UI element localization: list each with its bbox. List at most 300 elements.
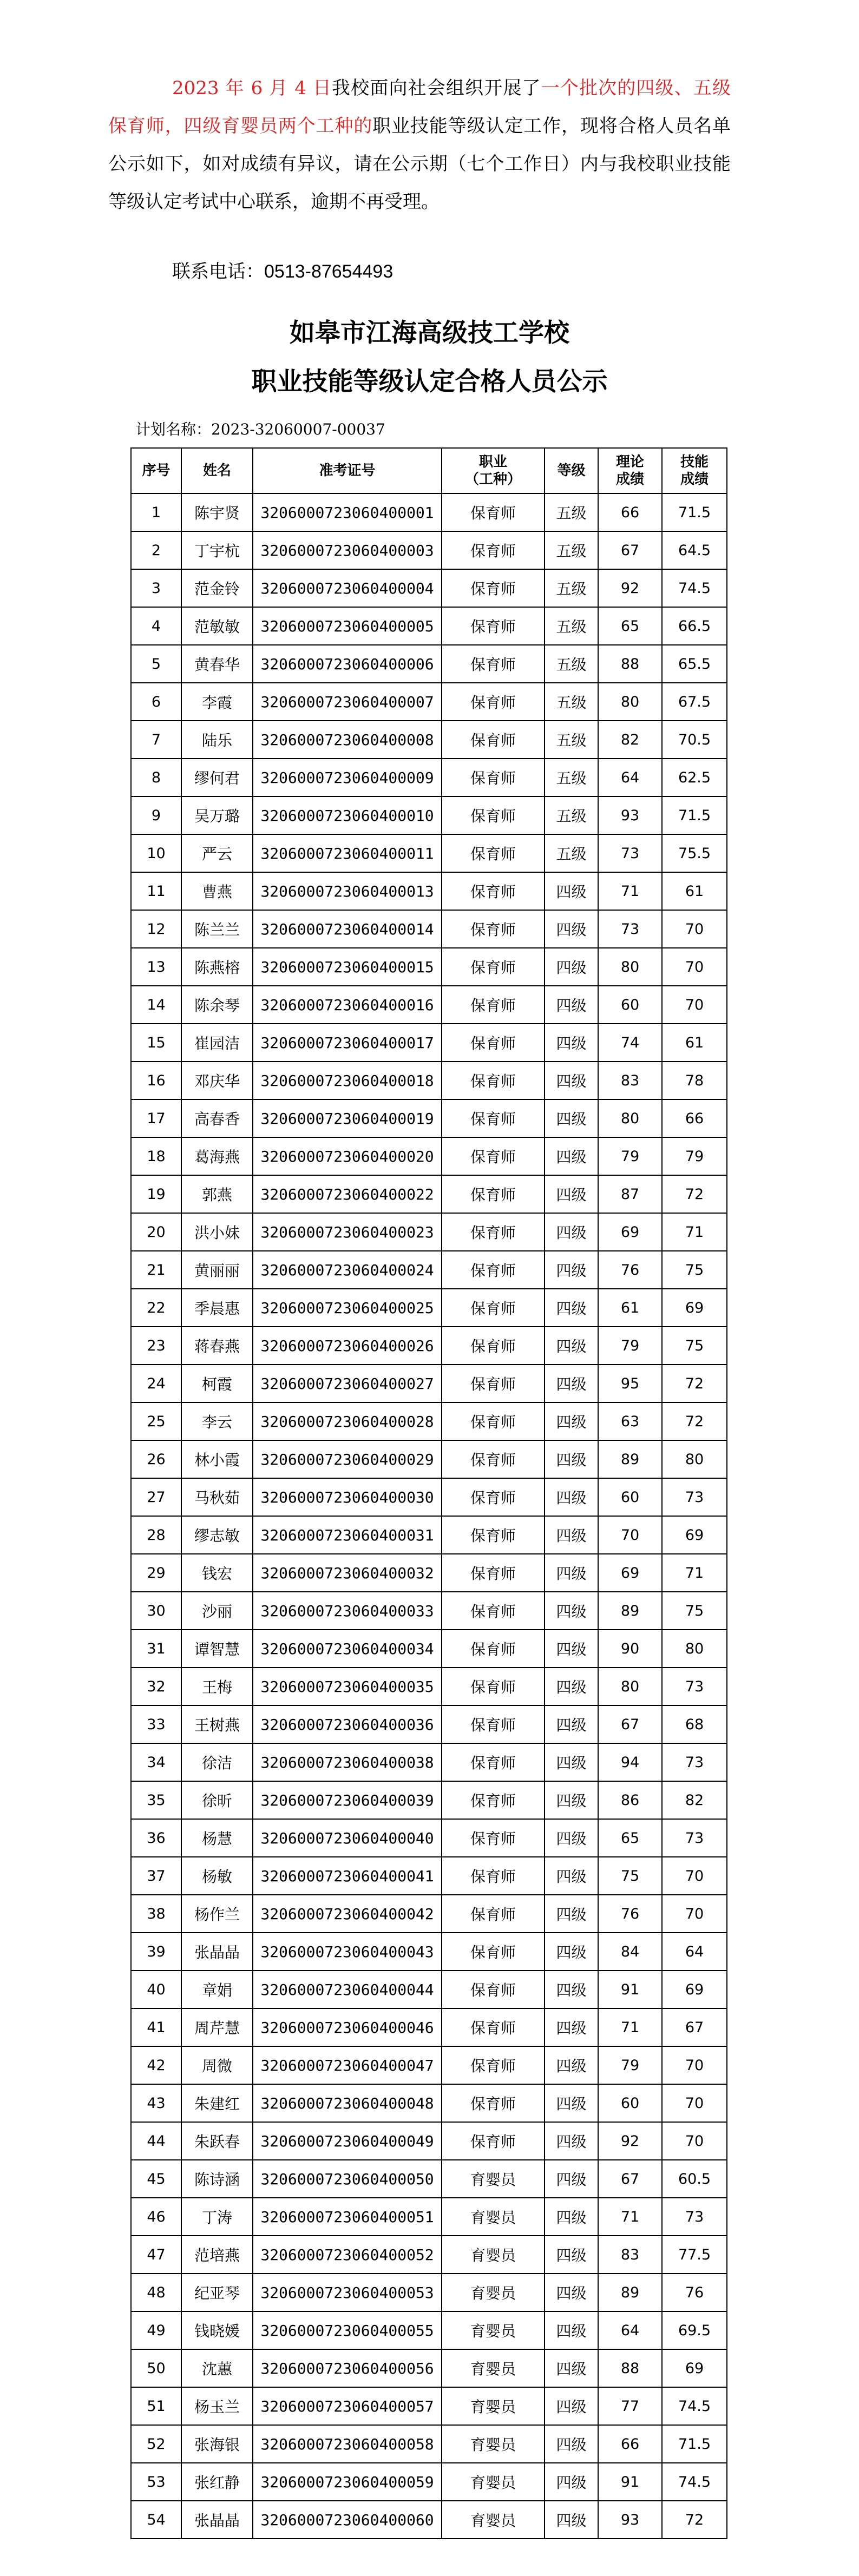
cell-index: 19 [131, 1175, 181, 1213]
cell-skill-score: 71 [662, 1213, 727, 1251]
cell-level: 四级 [545, 1705, 598, 1743]
cell-theory-score: 91 [598, 2463, 662, 2501]
cell-theory-score: 80 [598, 1099, 662, 1137]
cell-cert-no: 3206000723060400022 [253, 1175, 442, 1213]
table-row [131, 1743, 727, 1781]
table-row [131, 834, 727, 872]
cell-index: 23 [131, 1327, 181, 1365]
cell-occupation: 育婴员 [442, 2463, 545, 2501]
cell-index: 46 [131, 2198, 181, 2236]
cell-index: 22 [131, 1289, 181, 1327]
cell-theory-score: 70 [598, 1516, 662, 1554]
cell-occupation: 保育师 [442, 1175, 545, 1213]
cell-theory-score: 93 [598, 796, 662, 834]
table-row [131, 1630, 727, 1668]
table-row [131, 2274, 727, 2311]
cell-level: 四级 [545, 1743, 598, 1781]
cell-occupation: 保育师 [442, 1516, 545, 1554]
cell-theory-score: 89 [598, 2274, 662, 2311]
cell-theory-score: 87 [598, 1175, 662, 1213]
table-row [131, 1251, 727, 1289]
table-row [131, 1705, 727, 1743]
cell-name: 丁宇杭 [181, 531, 253, 569]
cell-index: 54 [131, 2501, 181, 2539]
cell-skill-score: 66 [662, 1099, 727, 1137]
cell-theory-score: 83 [598, 1062, 662, 1099]
cell-name: 缪何君 [181, 759, 253, 796]
cell-theory-score: 67 [598, 531, 662, 569]
cell-index: 43 [131, 2084, 181, 2122]
cell-name: 洪小妹 [181, 1213, 253, 1251]
cell-cert-no: 3206000723060400049 [253, 2122, 442, 2160]
cell-cert-no: 3206000723060400006 [253, 645, 442, 683]
cell-name: 林小霞 [181, 1440, 253, 1478]
cell-theory-score: 79 [598, 1327, 662, 1365]
cell-skill-score: 73 [662, 1743, 727, 1781]
cell-skill-score: 73 [662, 1478, 727, 1516]
cell-name: 陈余琴 [181, 986, 253, 1024]
cell-skill-score: 72 [662, 2501, 727, 2539]
plan-name: 计划名称：2023-32060007-00037 [135, 420, 385, 438]
cell-occupation: 保育师 [442, 1365, 545, 1402]
cell-skill-score: 70 [662, 2122, 727, 2160]
cell-name: 徐昕 [181, 1781, 253, 1819]
cell-cert-no: 3206000723060400015 [253, 948, 442, 986]
table-row [131, 2236, 727, 2274]
cell-name: 黄春华 [181, 645, 253, 683]
cell-index: 42 [131, 2046, 181, 2084]
table-row [131, 986, 727, 1024]
cell-skill-score: 69.5 [662, 2311, 727, 2349]
cell-index: 30 [131, 1592, 181, 1630]
cell-cert-no: 3206000723060400025 [253, 1289, 442, 1327]
cell-index: 50 [131, 2349, 181, 2387]
cell-occupation: 育婴员 [442, 2425, 545, 2463]
cell-index: 13 [131, 948, 181, 986]
school-title: 如皋市江海高级技工学校 [290, 318, 569, 348]
cell-skill-score: 69 [662, 1516, 727, 1554]
cell-occupation: 保育师 [442, 986, 545, 1024]
cell-name: 张红静 [181, 2463, 253, 2501]
cell-name: 柯霞 [181, 1365, 253, 1402]
header-cert-no: 准考证号 [253, 448, 442, 493]
cell-level: 五级 [545, 607, 598, 645]
cell-name: 杨玉兰 [181, 2387, 253, 2425]
cell-theory-score: 76 [598, 1895, 662, 1933]
cell-theory-score: 83 [598, 2236, 662, 2274]
cell-cert-no: 3206000723060400030 [253, 1478, 442, 1516]
table-row [131, 1365, 727, 1402]
cell-skill-score: 61 [662, 1024, 727, 1062]
cell-level: 四级 [545, 1516, 598, 1554]
cell-index: 5 [131, 645, 181, 683]
cell-occupation: 保育师 [442, 1895, 545, 1933]
cell-skill-score: 73 [662, 1819, 727, 1857]
cell-theory-score: 66 [598, 493, 662, 531]
cell-skill-score: 70 [662, 948, 727, 986]
cell-level: 五级 [545, 569, 598, 607]
cell-index: 7 [131, 721, 181, 759]
cell-cert-no: 3206000723060400014 [253, 910, 442, 948]
table-row [131, 2425, 727, 2463]
table-row [131, 2349, 727, 2387]
table-row [131, 1781, 727, 1819]
cell-cert-no: 3206000723060400031 [253, 1516, 442, 1554]
table-row [131, 948, 727, 986]
cell-skill-score: 64.5 [662, 531, 727, 569]
cell-skill-score: 75.5 [662, 834, 727, 872]
cell-theory-score: 80 [598, 683, 662, 721]
cell-occupation: 保育师 [442, 1857, 545, 1895]
cell-theory-score: 92 [598, 569, 662, 607]
cell-index: 29 [131, 1554, 181, 1592]
cell-theory-score: 71 [598, 2008, 662, 2046]
cell-cert-no: 3206000723060400024 [253, 1251, 442, 1289]
table-row [131, 872, 727, 910]
table-row [131, 1289, 727, 1327]
cell-occupation: 育婴员 [442, 2160, 545, 2198]
cell-skill-score: 69 [662, 1971, 727, 2008]
cell-index: 49 [131, 2311, 181, 2349]
cell-skill-score: 71.5 [662, 493, 727, 531]
cell-cert-no: 3206000723060400044 [253, 1971, 442, 2008]
cell-cert-no: 3206000723060400047 [253, 2046, 442, 2084]
table-row [131, 2084, 727, 2122]
cell-cert-no: 3206000723060400058 [253, 2425, 442, 2463]
table-row [131, 1819, 727, 1857]
cell-level: 四级 [545, 2084, 598, 2122]
cell-index: 18 [131, 1137, 181, 1175]
cell-cert-no: 3206000723060400003 [253, 531, 442, 569]
table-row [131, 645, 727, 683]
table-row [131, 683, 727, 721]
table-row [131, 1213, 727, 1251]
cell-theory-score: 90 [598, 1630, 662, 1668]
cell-theory-score: 63 [598, 1402, 662, 1440]
cell-occupation: 育婴员 [442, 2501, 545, 2539]
cell-cert-no: 3206000723060400017 [253, 1024, 442, 1062]
cell-theory-score: 89 [598, 1592, 662, 1630]
notice-text-a: 我校面向社会组织开展了 [332, 77, 541, 99]
cell-name: 钱宏 [181, 1554, 253, 1592]
cell-theory-score: 60 [598, 986, 662, 1024]
cell-level: 四级 [545, 1062, 598, 1099]
header-skill-score: 技能 成绩 [662, 448, 727, 493]
table-row [131, 2501, 727, 2539]
cell-occupation: 保育师 [442, 531, 545, 569]
cell-occupation: 保育师 [442, 683, 545, 721]
cell-occupation: 育婴员 [442, 2198, 545, 2236]
phone-number: 0513-87654493 [264, 261, 394, 282]
cell-name: 严云 [181, 834, 253, 872]
cell-index: 1 [131, 493, 181, 531]
cell-skill-score: 70 [662, 986, 727, 1024]
cell-theory-score: 69 [598, 1213, 662, 1251]
cell-skill-score: 75 [662, 1327, 727, 1365]
cell-index: 32 [131, 1668, 181, 1705]
cell-occupation: 保育师 [442, 1971, 545, 2008]
cell-name: 蒋春燕 [181, 1327, 253, 1365]
cell-index: 37 [131, 1857, 181, 1895]
cell-theory-score: 86 [598, 1781, 662, 1819]
cell-occupation: 保育师 [442, 1705, 545, 1743]
cell-level: 四级 [545, 2425, 598, 2463]
cell-level: 四级 [545, 1933, 598, 1971]
cell-skill-score: 80 [662, 1440, 727, 1478]
cell-cert-no: 3206000723060400043 [253, 1933, 442, 1971]
cell-index: 24 [131, 1365, 181, 1402]
cell-index: 6 [131, 683, 181, 721]
cell-cert-no: 3206000723060400039 [253, 1781, 442, 1819]
cell-name: 季晨惠 [181, 1289, 253, 1327]
cell-index: 39 [131, 1933, 181, 1971]
cell-skill-score: 72 [662, 1175, 727, 1213]
cell-level: 四级 [545, 1857, 598, 1895]
cell-theory-score: 91 [598, 1971, 662, 2008]
cell-index: 34 [131, 1743, 181, 1781]
cell-name: 杨作兰 [181, 1895, 253, 1933]
cell-index: 26 [131, 1440, 181, 1478]
cell-level: 四级 [545, 1440, 598, 1478]
cell-cert-no: 3206000723060400009 [253, 759, 442, 796]
notice-date: 2023 年 6 月 4 日 [172, 77, 332, 99]
cell-level: 五级 [545, 645, 598, 683]
cell-cert-no: 3206000723060400048 [253, 2084, 442, 2122]
cell-level: 五级 [545, 834, 598, 872]
cell-skill-score: 74.5 [662, 2463, 727, 2501]
cell-name: 章娟 [181, 1971, 253, 2008]
cell-occupation: 保育师 [442, 1478, 545, 1516]
cell-skill-score: 73 [662, 2198, 727, 2236]
cell-occupation: 保育师 [442, 796, 545, 834]
cell-cert-no: 3206000723060400010 [253, 796, 442, 834]
header-theory-score: 理论 成绩 [598, 448, 662, 493]
cell-skill-score: 60.5 [662, 2160, 727, 2198]
table-row [131, 759, 727, 796]
cell-name: 李云 [181, 1402, 253, 1440]
cell-level: 四级 [545, 910, 598, 948]
cell-level: 四级 [545, 1402, 598, 1440]
cell-skill-score: 67.5 [662, 683, 727, 721]
table-row [131, 1327, 727, 1365]
cell-level: 四级 [545, 2274, 598, 2311]
cell-index: 36 [131, 1819, 181, 1857]
cell-skill-score: 75 [662, 1592, 727, 1630]
cell-cert-no: 3206000723060400033 [253, 1592, 442, 1630]
notice-title: 职业技能等级认定合格人员公示 [251, 367, 608, 397]
cell-cert-no: 3206000723060400052 [253, 2236, 442, 2274]
cell-index: 51 [131, 2387, 181, 2425]
table-row [131, 2198, 727, 2236]
cell-cert-no: 3206000723060400042 [253, 1895, 442, 1933]
cell-cert-no: 3206000723060400007 [253, 683, 442, 721]
cell-level: 四级 [545, 1137, 598, 1175]
cell-level: 四级 [545, 1971, 598, 2008]
cell-name: 杨慧 [181, 1819, 253, 1857]
cell-occupation: 保育师 [442, 1099, 545, 1137]
cell-theory-score: 73 [598, 834, 662, 872]
cell-level: 五级 [545, 493, 598, 531]
cell-name: 崔园洁 [181, 1024, 253, 1062]
cell-theory-score: 80 [598, 1668, 662, 1705]
cell-level: 四级 [545, 1099, 598, 1137]
cell-index: 14 [131, 986, 181, 1024]
cell-skill-score: 70 [662, 2046, 727, 2084]
cell-skill-score: 80 [662, 1630, 727, 1668]
cell-index: 12 [131, 910, 181, 948]
cell-level: 五级 [545, 721, 598, 759]
cell-name: 王树燕 [181, 1705, 253, 1743]
cell-name: 陆乐 [181, 721, 253, 759]
table-row [131, 1062, 727, 1099]
table-row [131, 2311, 727, 2349]
cell-occupation: 育婴员 [442, 2274, 545, 2311]
cell-occupation: 保育师 [442, 1289, 545, 1327]
cell-name: 张晶晶 [181, 2501, 253, 2539]
notice-highlight: 一个批次的四级、五级保育师，四级育婴员两个工种的 [108, 77, 731, 137]
cell-index: 11 [131, 872, 181, 910]
cell-occupation: 保育师 [442, 1402, 545, 1440]
cell-name: 沙丽 [181, 1592, 253, 1630]
table-row [131, 2008, 727, 2046]
cell-theory-score: 67 [598, 2160, 662, 2198]
cell-skill-score: 70 [662, 1895, 727, 1933]
cell-skill-score: 70 [662, 1857, 727, 1895]
cell-level: 四级 [545, 1895, 598, 1933]
cell-cert-no: 3206000723060400041 [253, 1857, 442, 1895]
cell-index: 17 [131, 1099, 181, 1137]
cell-cert-no: 3206000723060400051 [253, 2198, 442, 2236]
table-row [131, 1175, 727, 1213]
cell-occupation: 保育师 [442, 493, 545, 531]
cell-cert-no: 3206000723060400060 [253, 2501, 442, 2539]
cell-theory-score: 60 [598, 1478, 662, 1516]
cell-occupation: 保育师 [442, 1062, 545, 1099]
cell-level: 四级 [545, 2008, 598, 2046]
table-row [131, 1895, 727, 1933]
cell-name: 陈宇贤 [181, 493, 253, 531]
cell-occupation: 保育师 [442, 1251, 545, 1289]
intro-paragraph [108, 69, 731, 221]
cell-theory-score: 74 [598, 1024, 662, 1062]
cell-occupation: 保育师 [442, 1630, 545, 1668]
cell-skill-score: 71.5 [662, 2425, 727, 2463]
table-row [131, 1402, 727, 1440]
cell-cert-no: 3206000723060400035 [253, 1668, 442, 1705]
cell-occupation: 保育师 [442, 645, 545, 683]
cell-occupation: 保育师 [442, 910, 545, 948]
cell-cert-no: 3206000723060400020 [253, 1137, 442, 1175]
cell-skill-score: 74.5 [662, 2387, 727, 2425]
cell-index: 27 [131, 1478, 181, 1516]
cell-name: 李霞 [181, 683, 253, 721]
cell-level: 四级 [545, 2311, 598, 2349]
cell-level: 四级 [545, 1289, 598, 1327]
cell-level: 四级 [545, 1365, 598, 1402]
cell-name: 杨敏 [181, 1857, 253, 1895]
cell-theory-score: 88 [598, 2349, 662, 2387]
cell-index: 21 [131, 1251, 181, 1289]
cell-name: 葛海燕 [181, 1137, 253, 1175]
cell-occupation: 保育师 [442, 1743, 545, 1781]
cell-level: 四级 [545, 1251, 598, 1289]
cell-level: 五级 [545, 531, 598, 569]
cell-theory-score: 64 [598, 2311, 662, 2349]
cell-occupation: 育婴员 [442, 2349, 545, 2387]
cell-index: 4 [131, 607, 181, 645]
table-row [131, 493, 727, 531]
cell-theory-score: 92 [598, 2122, 662, 2160]
cell-name: 缪志敏 [181, 1516, 253, 1554]
cell-level: 四级 [545, 948, 598, 986]
cell-occupation: 保育师 [442, 1592, 545, 1630]
table-row [131, 1478, 727, 1516]
table-header-row [131, 448, 727, 493]
cell-cert-no: 3206000723060400036 [253, 1705, 442, 1743]
table-row [131, 2463, 727, 2501]
table-row [131, 1516, 727, 1554]
cell-cert-no: 3206000723060400019 [253, 1099, 442, 1137]
cell-occupation: 保育师 [442, 1327, 545, 1365]
cell-level: 四级 [545, 2501, 598, 2539]
cell-name: 吴万璐 [181, 796, 253, 834]
cell-theory-score: 79 [598, 2046, 662, 2084]
cell-cert-no: 3206000723060400008 [253, 721, 442, 759]
table-row [131, 1971, 727, 2008]
cell-cert-no: 3206000723060400050 [253, 2160, 442, 2198]
cell-cert-no: 3206000723060400038 [253, 1743, 442, 1781]
cell-level: 四级 [545, 1478, 598, 1516]
cell-name: 范培燕 [181, 2236, 253, 2274]
cell-occupation: 保育师 [442, 1440, 545, 1478]
cell-skill-score: 69 [662, 1289, 727, 1327]
cell-cert-no: 3206000723060400055 [253, 2311, 442, 2349]
cell-cert-no: 3206000723060400001 [253, 493, 442, 531]
cell-level: 四级 [545, 1630, 598, 1668]
cell-occupation: 育婴员 [442, 2236, 545, 2274]
cell-skill-score: 77.5 [662, 2236, 727, 2274]
cell-skill-score: 65.5 [662, 645, 727, 683]
cell-occupation: 保育师 [442, 948, 545, 986]
cell-level: 四级 [545, 2046, 598, 2084]
cell-cert-no: 3206000723060400004 [253, 569, 442, 607]
cell-skill-score: 61 [662, 872, 727, 910]
cell-cert-no: 3206000723060400027 [253, 1365, 442, 1402]
cell-level: 四级 [545, 1781, 598, 1819]
cell-theory-score: 75 [598, 1857, 662, 1895]
cell-cert-no: 3206000723060400028 [253, 1402, 442, 1440]
cell-occupation: 保育师 [442, 2122, 545, 2160]
cell-occupation: 保育师 [442, 2046, 545, 2084]
table-row [131, 2122, 727, 2160]
header-occupation: 职业 （工种） [442, 448, 545, 493]
cell-name: 徐洁 [181, 1743, 253, 1781]
cell-cert-no: 3206000723060400026 [253, 1327, 442, 1365]
cell-level: 四级 [545, 2463, 598, 2501]
cell-index: 47 [131, 2236, 181, 2274]
cell-level: 四级 [545, 1668, 598, 1705]
cell-level: 四级 [545, 1175, 598, 1213]
cell-name: 马秋茹 [181, 1478, 253, 1516]
cell-name: 曹燕 [181, 872, 253, 910]
cell-index: 48 [131, 2274, 181, 2311]
cell-cert-no: 3206000723060400053 [253, 2274, 442, 2311]
cell-level: 四级 [545, 2198, 598, 2236]
cell-level: 五级 [545, 759, 598, 796]
cell-theory-score: 67 [598, 1705, 662, 1743]
table-row [131, 569, 727, 607]
cell-occupation: 保育师 [442, 1024, 545, 1062]
